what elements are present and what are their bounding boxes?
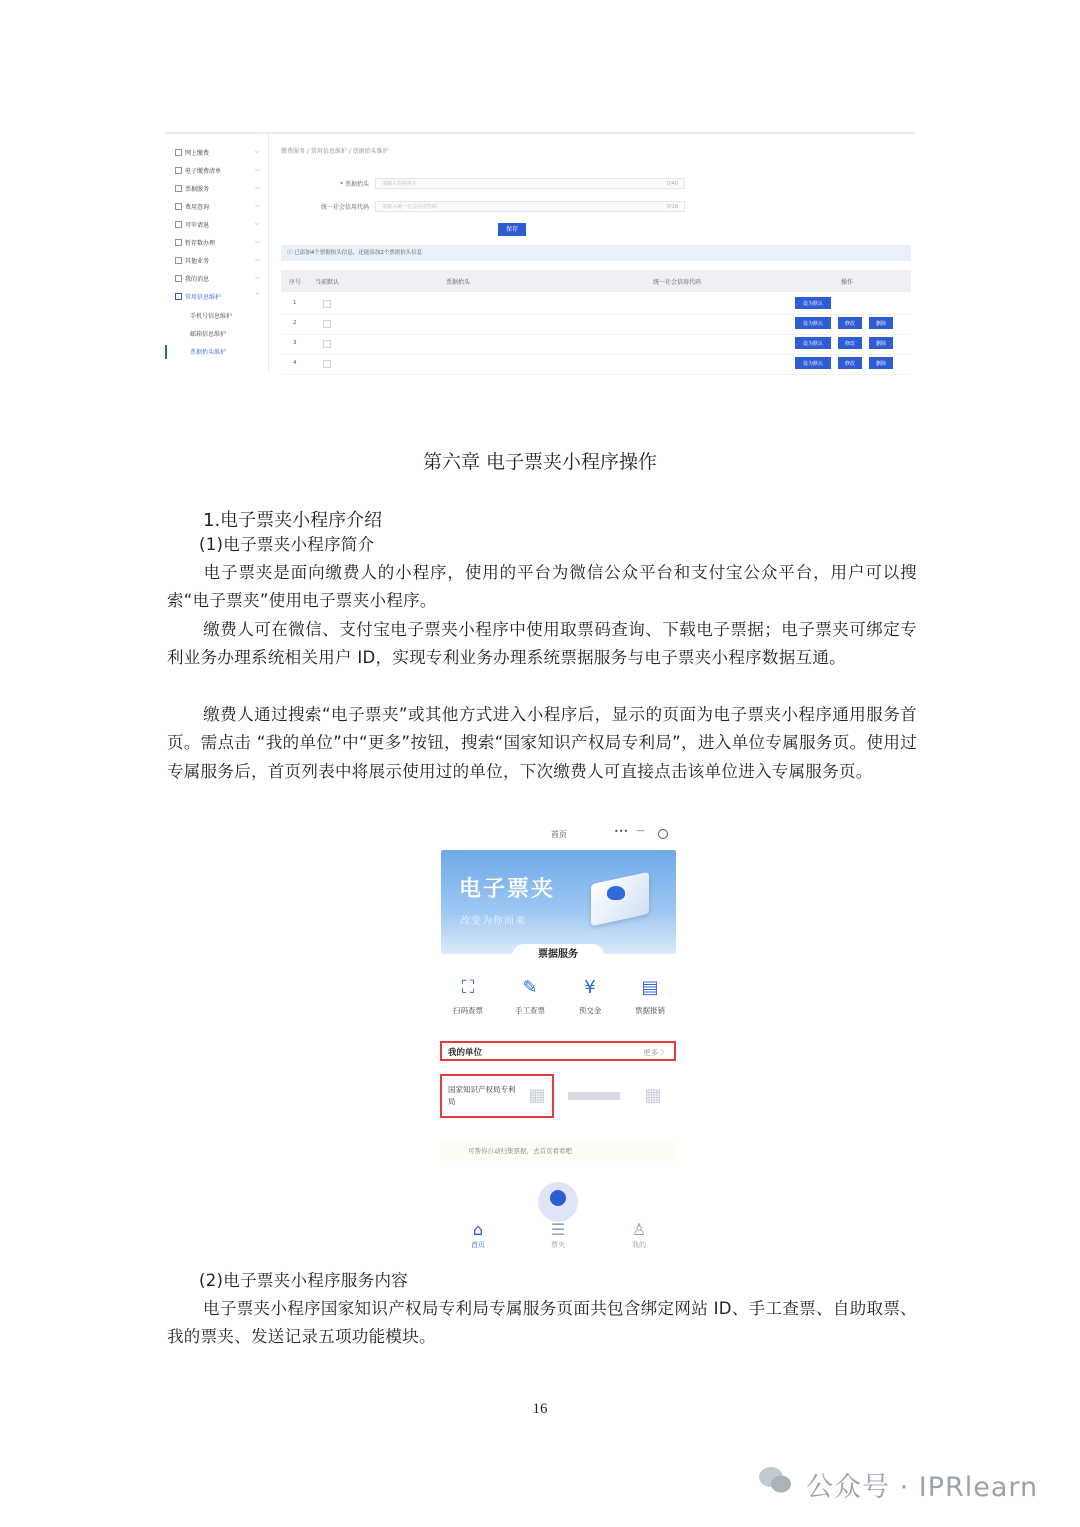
title-placeholder: 请输入票据抬头	[382, 181, 418, 187]
my-unit-bar	[440, 1041, 676, 1061]
sidebar-subitem[interactable]: 手机号信息维护	[190, 313, 233, 320]
delete-button[interactable]: 删除	[869, 357, 893, 369]
row-number: 2	[293, 320, 297, 326]
tab-home[interactable]	[458, 1220, 498, 1250]
service-prepay[interactable]	[565, 977, 615, 1016]
placeholder-bar	[568, 1092, 620, 1100]
set-default-button[interactable]: 设为默认	[795, 357, 831, 369]
unit-name: 国家知识产权局专利局	[448, 1085, 516, 1106]
sidebar-item[interactable]: 可申请退 ⌵	[175, 220, 209, 229]
breadcrumb: 缴费服务 / 常用信息维护 / 票据抬头维护	[281, 148, 389, 155]
chevron-down-icon: ⌵	[255, 166, 260, 173]
sidebar-item[interactable]: 暂存数办理 ⌵	[175, 238, 215, 247]
info-icon: ⓘ	[287, 250, 295, 256]
table-header	[281, 270, 911, 292]
info-text: 已添加4个票据抬头信息，还能添加2个票据抬头信息	[294, 250, 423, 256]
delete-button[interactable]: 删除	[869, 317, 893, 329]
sidebar-item[interactable]: 电子缴费清单 ⌵	[175, 166, 221, 175]
tab-label: 我的	[632, 1241, 646, 1249]
tab-label: 票夹	[551, 1241, 565, 1249]
set-default-button[interactable]: 设为默认	[795, 297, 831, 309]
col-header: 序号	[289, 279, 302, 286]
banner-title: 电子票夹	[459, 877, 556, 902]
service-reimburse[interactable]	[625, 977, 675, 1016]
chapter-title: 第六章 电子票夹小程序操作	[422, 451, 658, 473]
section-label: 票据服务	[512, 944, 604, 966]
pen-icon: ✎	[522, 977, 538, 998]
chevron-down-icon: ⌵	[255, 238, 260, 245]
service-label: 扫码查票	[453, 1006, 483, 1015]
menu-icon	[175, 167, 182, 174]
sidebar-item[interactable]: 其他业务 ⌵	[175, 256, 209, 265]
edit-button[interactable]: 修改	[838, 337, 862, 349]
building-icon: ▦	[644, 1085, 662, 1106]
service-label: 预交金	[578, 1006, 602, 1015]
watermark: 公众号 · IPRlearn	[806, 1472, 1039, 1503]
sidebar-item-common-info[interactable]: 常用信息维护 ⌃	[175, 292, 221, 301]
paragraph	[167, 559, 917, 616]
phone-screenshot	[436, 820, 682, 1258]
unit-card[interactable]	[440, 1074, 554, 1118]
sidebar-item[interactable]: 我的消息 ⌵	[175, 274, 209, 283]
save-button[interactable]: 保存	[498, 223, 526, 236]
info-bar	[281, 245, 911, 261]
subsection-heading: (2)电子票夹小程序服务内容	[199, 1271, 409, 1290]
service-manual[interactable]	[505, 977, 555, 1016]
sidebar-item[interactable]: 网上缴费 ⌵	[175, 148, 209, 157]
paragraph	[167, 701, 917, 786]
menu-icon	[175, 185, 182, 192]
paragraph-text: 缴费人可在微信、支付宝电子票夹小程序中使用取票码查询、下载电子票据；电子票夹可绑定专利业务办理系统相关用户 ID，实现专利业务办理系统票据服务与电子票夹小程序数据互通。	[167, 620, 917, 668]
subsection-heading: (1)电子票夹小程序简介	[199, 535, 375, 554]
paragraph-text: 缴费人通过搜索“电子票夹”或其他方式进入小程序后，显示的页面为电子票夹小程序通用服务首页。需点击 “我的单位”中“更多”按钮，搜索“国家知识产权局专利局”，进入单位专属服务页。使用过专属服务后，首页列表中将展示使用过的单位，下次缴费人可直接点击该单位进入专属服务页。	[167, 705, 917, 781]
tab-wallet[interactable]	[538, 1220, 578, 1250]
default-checkbox[interactable]	[323, 320, 331, 328]
service-scan[interactable]	[443, 977, 493, 1016]
sidebar	[165, 134, 269, 372]
badge-illustration	[607, 886, 625, 900]
phone-title: 首页	[551, 830, 567, 839]
row-number: 4	[293, 360, 297, 366]
col-header: 操作	[841, 279, 854, 286]
chevron-down-icon: ⌵	[255, 274, 260, 281]
set-default-button[interactable]: 设为默认	[795, 317, 831, 329]
row-number: 1	[293, 300, 297, 306]
close-target-icon[interactable]	[658, 829, 668, 839]
menu-icon	[175, 275, 182, 282]
set-default-button[interactable]: 设为默认	[795, 337, 831, 349]
sidebar-item[interactable]: 票据服务 ⌵	[175, 184, 209, 193]
chevron-down-icon: ⌵	[255, 256, 260, 263]
home-icon: ⌂	[472, 1220, 484, 1239]
user-icon	[550, 1190, 566, 1206]
chevron-down-icon: ⌵	[255, 220, 260, 227]
my-unit-label: 我的单位	[448, 1048, 483, 1058]
yen-icon: ¥	[584, 977, 596, 998]
service-label: 手工查票	[515, 1006, 545, 1015]
chevron-down-icon: ⌵	[255, 184, 260, 191]
admin-screenshot	[165, 132, 915, 374]
active-indicator	[165, 345, 167, 359]
col-header: 票据抬头	[446, 279, 471, 286]
menu-icon	[175, 149, 182, 156]
table-row	[281, 354, 911, 375]
paragraph-text: 电子票夹是面向缴费人的小程序，使用的平台为微信公众平台和支付宝公众平台，用户可以搜索“电子票夹”使用电子票夹小程序。	[167, 563, 917, 611]
title-counter: 0/40	[666, 181, 678, 187]
menu-icon	[175, 221, 182, 228]
list-icon: ☰	[550, 1220, 566, 1239]
edit-button[interactable]: 修改	[838, 317, 862, 329]
table-row	[281, 314, 911, 335]
chevron-down-icon: ⌵	[255, 202, 260, 209]
code-input[interactable]	[375, 201, 685, 212]
table-row	[281, 334, 911, 355]
section-heading: 1.电子票夹小程序介绍	[203, 510, 383, 531]
receipt-icon: ▤	[641, 977, 659, 998]
paragraph	[167, 616, 917, 673]
default-checkbox[interactable]	[323, 340, 331, 348]
default-checkbox[interactable]	[323, 360, 331, 368]
delete-button[interactable]: 删除	[869, 337, 893, 349]
col-header: 当前默认	[315, 279, 340, 286]
person-icon: ♙	[631, 1220, 647, 1239]
sidebar-item[interactable]: 费用查询 ⌵	[175, 202, 209, 211]
code-label: 统一社会信用代码	[320, 204, 369, 211]
more-dots-icon[interactable]: •••	[614, 827, 629, 836]
edit-button[interactable]: 修改	[838, 357, 862, 369]
code-placeholder: 请输入统一社会信用代码	[382, 204, 438, 210]
code-counter: 0/18	[666, 204, 678, 210]
menu-icon	[175, 293, 182, 300]
banner	[441, 850, 676, 954]
wechat-icon	[758, 1466, 792, 1494]
building-icon: ▦	[528, 1085, 546, 1106]
banner-subtitle: 改变为你而来	[460, 916, 526, 927]
menu-icon	[175, 203, 182, 210]
tip-bar: 可帮你自动归集票据，去首页看看吧	[440, 1141, 676, 1161]
sidebar-subitem-active[interactable]: 票据抬头维护	[190, 349, 227, 356]
tab-label: 首页	[471, 1241, 485, 1249]
more-link[interactable]: 更多 〉	[643, 1048, 668, 1057]
default-checkbox[interactable]	[323, 300, 331, 308]
title-input[interactable]	[375, 178, 685, 189]
tab-mine[interactable]	[619, 1220, 659, 1250]
col-header: 统一社会信用代码	[653, 279, 702, 286]
sidebar-subitem[interactable]: 邮箱信息维护	[190, 331, 227, 338]
paragraph	[167, 1295, 917, 1352]
page-number: 16	[532, 1401, 548, 1417]
scan-icon: ⛶	[461, 977, 475, 998]
title-label: * 票据抬头	[340, 181, 369, 188]
table-row	[281, 294, 911, 315]
minimize-icon[interactable]: —	[636, 826, 645, 836]
menu-icon	[175, 257, 182, 264]
chevron-down-icon: ⌵	[255, 148, 260, 155]
row-number: 3	[293, 340, 297, 346]
chevron-up-icon: ⌃	[255, 292, 261, 299]
service-label: 票据报销	[635, 1006, 665, 1015]
paragraph-text: 电子票夹小程序国家知识产权局专利局专属服务页面共包含绑定网站 ID、手工查票、自助取票、我的票夹、发送记录五项功能模块。	[167, 1299, 917, 1347]
menu-icon	[175, 239, 182, 246]
